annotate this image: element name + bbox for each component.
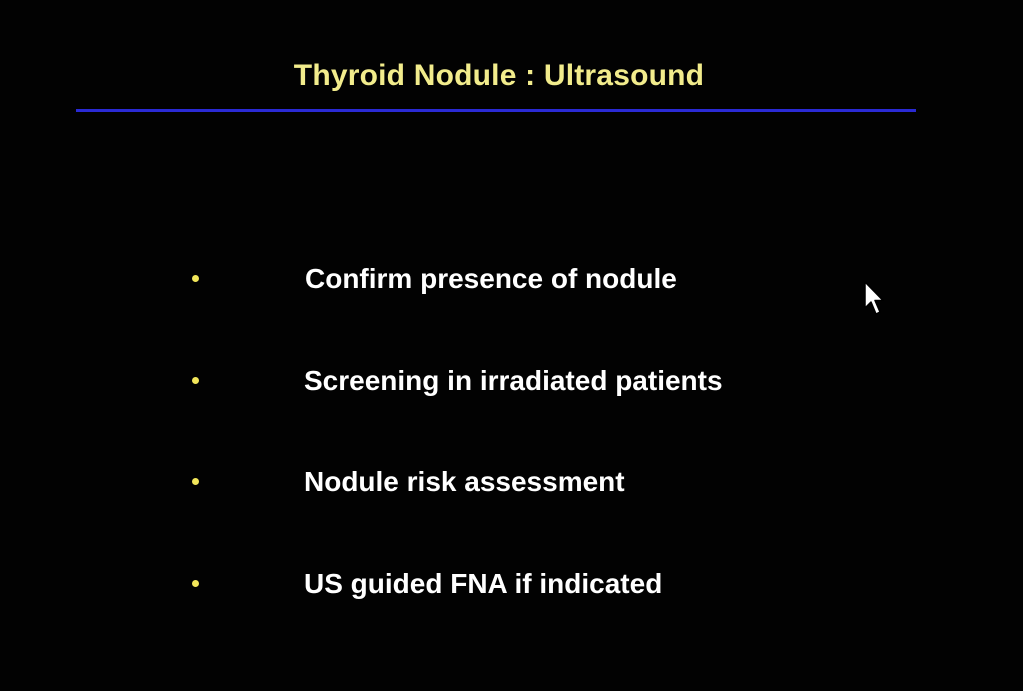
bullet-dot-icon: [192, 580, 199, 587]
bullet-item: [0, 364, 1023, 404]
slide-title: Thyroid Nodule : Ultrasound: [293, 59, 705, 92]
bullet-text: Nodule risk assessment: [304, 466, 625, 497]
bullet-text: Confirm presence of nodule: [305, 263, 677, 294]
bullet-item: [0, 567, 1023, 607]
bullet-text: US guided FNA if indicated: [304, 568, 663, 599]
bullet-text: Screening in irradiated patients: [304, 365, 723, 396]
bullet-dot-icon: [192, 275, 199, 282]
mouse-pointer-icon: [864, 281, 888, 317]
bullet-item: [0, 465, 1023, 505]
bullet-dot-icon: [192, 478, 199, 485]
bullet-dot-icon: [192, 377, 199, 384]
